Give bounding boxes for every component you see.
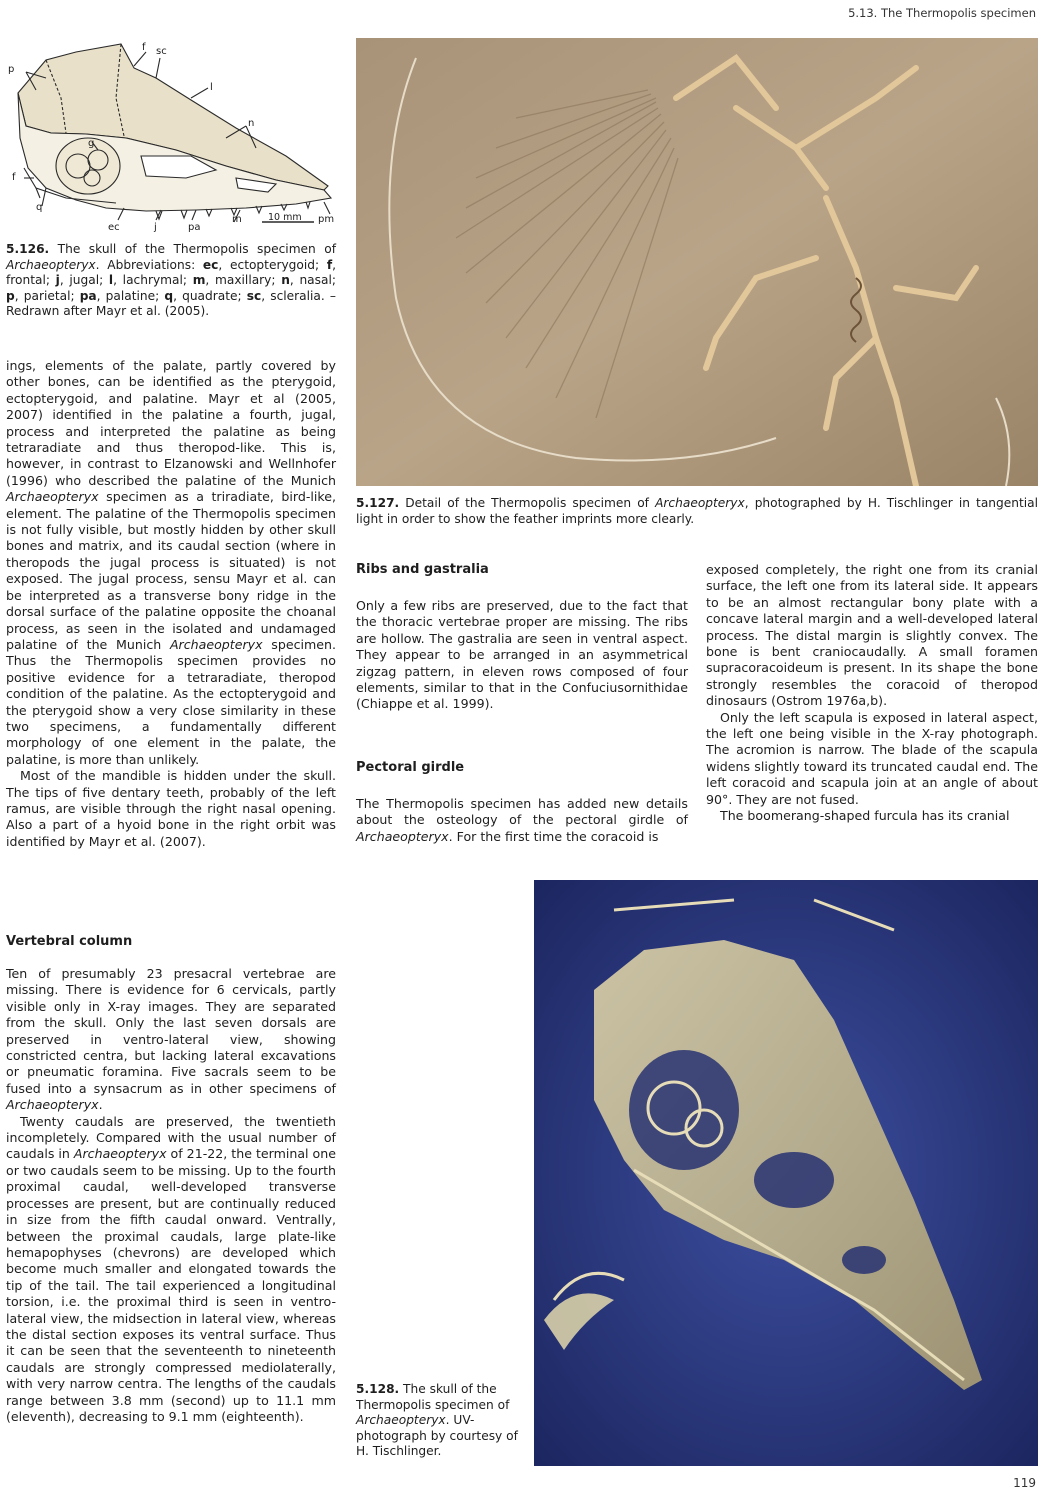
label-p: p [8,64,15,75]
label-j: j [154,222,157,233]
caption-5-126: 5.126. The skull of the Thermopolis specimen of Archaeopteryx. Abbreviations: ec, ectopterygoid; f, frontal; j, jugal; l, lachrymal; m, maxillary; n, nasal; p, parietal; pa, palatine; q, quadrate; sc, scleralia. – Redrawn after Mayr et al. (2005). [6,242,337,319]
caption-5-128: 5.128. The skull of the Thermopolis specimen of Archaeopteryx. UV-photograph by courtesy of H. Tischlinger. [356,1382,518,1459]
heading-pectoral-girdle: Pectoral girdle [356,760,465,775]
figure-5-127-photo [356,38,1038,486]
paragraph-pectoral: The Thermopolis specimen has added new details about the osteology of the pectoral girdle of Archaeopteryx. For the first time the coracoid is [356,796,688,844]
heading-vertebral-column: Vertebral column [6,934,133,949]
label-sc: sc [156,46,167,57]
figure-5-128-photo [534,880,1038,1466]
label-pa: pa [188,222,201,233]
paragraph-furcula: The boomerang-shaped furcula has its cranial [720,808,1010,824]
uv-skull-photo [534,880,1038,1466]
label-q: q [36,202,43,213]
label-pm: pm [318,214,335,225]
fossil-feather-photo [356,38,1038,486]
paragraph-presacral: Ten of presumably 23 presacral vertebrae are missing. There is evidence for 6 cervicals, partly visible only in X-ray images. They are separated from the skull. Only the last seven dorsals are preserved in ventro-lateral view, showing constricted centra, but lacking lateral excavations or pneumatic foramina. Five sacrals seem to be fused into a synsacrum as in other specimens of Archaeopteryx. [6,966,336,1113]
scale-label: 10 mm [268,212,302,223]
paragraph-coracoid: exposed completely, the right one from its cranial surface, the left one from its lateral side. It appears to be an almost rectangular bony plate with a concave lateral margin and a well-developed lateral process. The distal margin is slightly convex. The bone is bent craniocaudally. A small foramen supracoracoideum is present. In its shape the bone strongly resembles the coracoid of theropod dinosaurs (Ostrom 1976a,b). [706,562,1038,709]
label-g: g [88,138,95,149]
label-m: m [232,214,242,225]
paragraph-mandible: Most of the mandible is hidden under the skull. The tips of five dentary teeth, probably of the left ramus, are visible through the right nasal opening. Also a part of a hyoid bone in the right orbit was identified by Mayr et al. (2007). [6,768,336,849]
skull-line-drawing [6,38,342,234]
paragraph-palate: ings, elements of the palate, partly covered by other bones, can be identified as the pterygoid, ectopterygoid, and palatine. Mayr et al (2005, 2007) identified in the palatine a fourth, jugal, process and interpreted the palatine as being tetraradiate and thus theropod-like. This is, however, in contrast to Elzanowski and Wellnhofer (1996) who described the palatine of the Munich Archaeopteryx specimen as a triradiate, bird-like, element. The palatine of the Thermopolis specimen is not fully visible, but mostly hidden by other skull bones and matrix, and its caudal section (where in theropods the jugal process is situated) is not exposed. The jugal process, sensu Mayr et al. can be interpreted as a transverse bony ridge in the dorsal surface of the palatine opposite the choanal process, as seen in the isolated and undamaged palatine of the Munich Archaeopteryx specimen. Thus the Thermopolis specimen provides no positive evidence for a tetraradiate, theropod condition of the palatine. As the ectopterygoid and the pterygoid show a very close similarity in these two specimens, a fundamentally different morphology of one element in the palate, the palatine, is more than unlikely. [6,358,337,767]
caption-number: 5.126. [6,242,50,256]
running-header: 5.13. The Thermopolis specimen [848,6,1036,20]
paragraph-caudals: Twenty caudals are preserved, the twentieth incompletely. Compared with the usual number of caudals in Archaeopteryx of 21-22, the terminal one or two caudals seem to be missing. Up to the fourth proximal caudal, well-developed transverse processes are present, but are continually reduced in size from the fifth caudal onward. Ventrally, between the proximal caudals, large plate-like hemapophyses (chevrons) are developed which become much smaller and elongated towards the tip of the tail. The tail experienced a longitudinal torsion, i.e. the proximal third is seen in ventro-lateral view, the midsection in lateral view, whereas the distal section exposes its ventral surface. Thus it can be seen that the seventeenth to nineteenth caudals are strongly compressed mediolaterally, with very narrow centra. The lengths of the caudals range between 3.8 mm (second) up to 11.1 mm (eleventh), decreasing to 9.1 mm (eighteenth). [6,1113,336,1424]
left-column-text [6,358,336,850]
left-column-vertebral-text [6,966,336,1425]
label-f-left: f [12,172,16,183]
right-column-text [706,562,1038,825]
figure-5-126-drawing [6,38,342,234]
label-l: l [210,82,213,93]
label-n: n [248,118,255,129]
page-number: 119 [1013,1476,1036,1490]
label-ec: ec [108,222,120,233]
label-f-top: f [142,42,146,53]
paragraph-ribs: Only a few ribs are preserved, due to the fact that the thoracic vertebrae proper are missing. The ribs are hollow. The gastralia are seen in ventral aspect. They appear to be arranged in an asymmetrical zigzag pattern, in eleven rows composed of four elements, similar to that in the Confuciusornithidae (Chiappe et al. 1999). [356,598,688,712]
paragraph-scapula: Only the left scapula is exposed in lateral aspect, the left one being visible in the X-ray photograph. The acromion is narrow. The blade of the scapula widens slightly toward its truncated caudal end. The left coracoid and scapula join at an angle of about 90°. They are not fused. [706,709,1038,807]
caption-5-127: 5.127. Detail of the Thermopolis specimen of Archaeopteryx, photographed by H. Tischlinger in tangential light in order to show the feather imprints more clearly. [356,496,1038,526]
heading-ribs-gastralia: Ribs and gastralia [356,562,489,577]
